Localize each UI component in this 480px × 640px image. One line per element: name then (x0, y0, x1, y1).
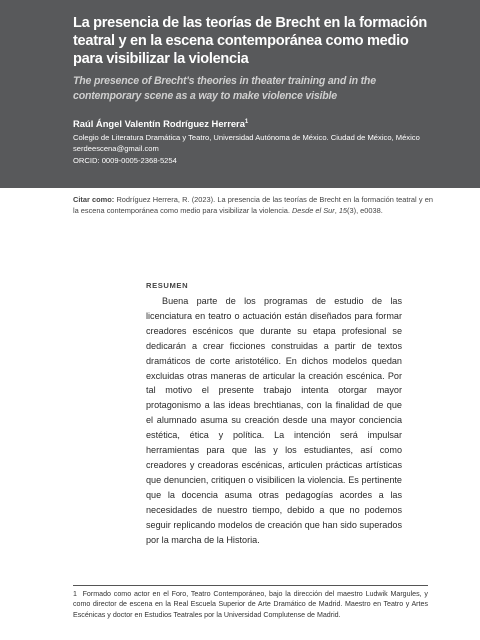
author-name (73, 118, 248, 129)
article-subtitle-english: The presence of Brecht's theories in theater training and in the contemporary scene as a way to make violence visible (73, 75, 376, 102)
citation-issue: (3), e0038. (347, 206, 383, 215)
footnote (73, 589, 428, 620)
citation-block: Citar como: Rodríguez Herrera, R. (2023). La presencia de las teorías de Brecht en la formación teatral y en la escena contemporánea como medio para visibilizar la violencia. Desde el Sur, 15(3), e0038. (73, 195, 433, 215)
abstract-body: Buena parte de los programas de estudio de las licenciatura en teatro o actuación están diseñados para formar creadores escénicos que durante su etapa profesional se dedicarán a crear ficciones construidas a partir de textos dramáticos de corte aristotélico. En dichos modelos quedan excluidas otras maneras de articular la creación escénica. Por tal motivo el presente trabajo intenta otorgar mayor protagonismo a las ideas brechtianas, con la finalidad de que el alumnado asuma su creación desde una mayor conciencia estética, ética y política. La intención será impulsar herramientas para que las y los estudiantes, así como creadores y creadoras escénicas, articulen prácticas artísticas que denuncien, critiquen o visibilicen la violencia. Es pertinente que la docencia asuma otras pedagogías acordes a las necesidades de nuestro tiempo, debido a que no podemos seguir replicando modelos de creación que han sido superados por la marcha de la Historia. (146, 296, 402, 545)
footnote-divider (73, 585, 428, 586)
author-affiliation-block (73, 132, 433, 166)
affiliation: Colegio de Literatura Dramática y Teatro, Universidad Autónoma de México. Ciudad de México, México (73, 133, 420, 142)
author-name-text: Raúl Ángel Valentín Rodríguez Herrera (73, 118, 245, 129)
citation-volume: 15 (338, 206, 348, 215)
article-header (0, 0, 480, 188)
citation-journal: Desde el Sur (291, 206, 335, 215)
citation-text: Rodríguez Herrera, R. (2023). La presencia de las teorías de Brecht en la formación teatral y en la escena contemporánea como medio para visibilizar la violencia. (73, 195, 433, 215)
footnote-text: Formado como actor en el Foro, Teatro Contemporáneo, bajo la dirección del maestro Ludwik Margules, y como director de escena en la Real Escuela Superior de Arte Dramático de Madrid. Maestro en Teatro y Artes Escénicas y doctor en Estudios Teatrales por la Universidad Complutense de Madrid. (73, 590, 428, 619)
author-orcid[interactable]: ORCID: 0009-0005-2368-5254 (73, 155, 177, 165)
author-email[interactable]: serdeescena@gmail.com (73, 144, 159, 154)
footnote-mark: 1 (73, 590, 77, 598)
citation-label: Citar como: (73, 195, 115, 204)
abstract-heading: RESUMEN (146, 281, 189, 290)
author-footnote-mark[interactable]: 1 (244, 118, 249, 125)
article-title: La presencia de las teorías de Brecht en la formación teatral y en la escena contemporánea como medio para visibilizar la violencia (73, 15, 427, 67)
